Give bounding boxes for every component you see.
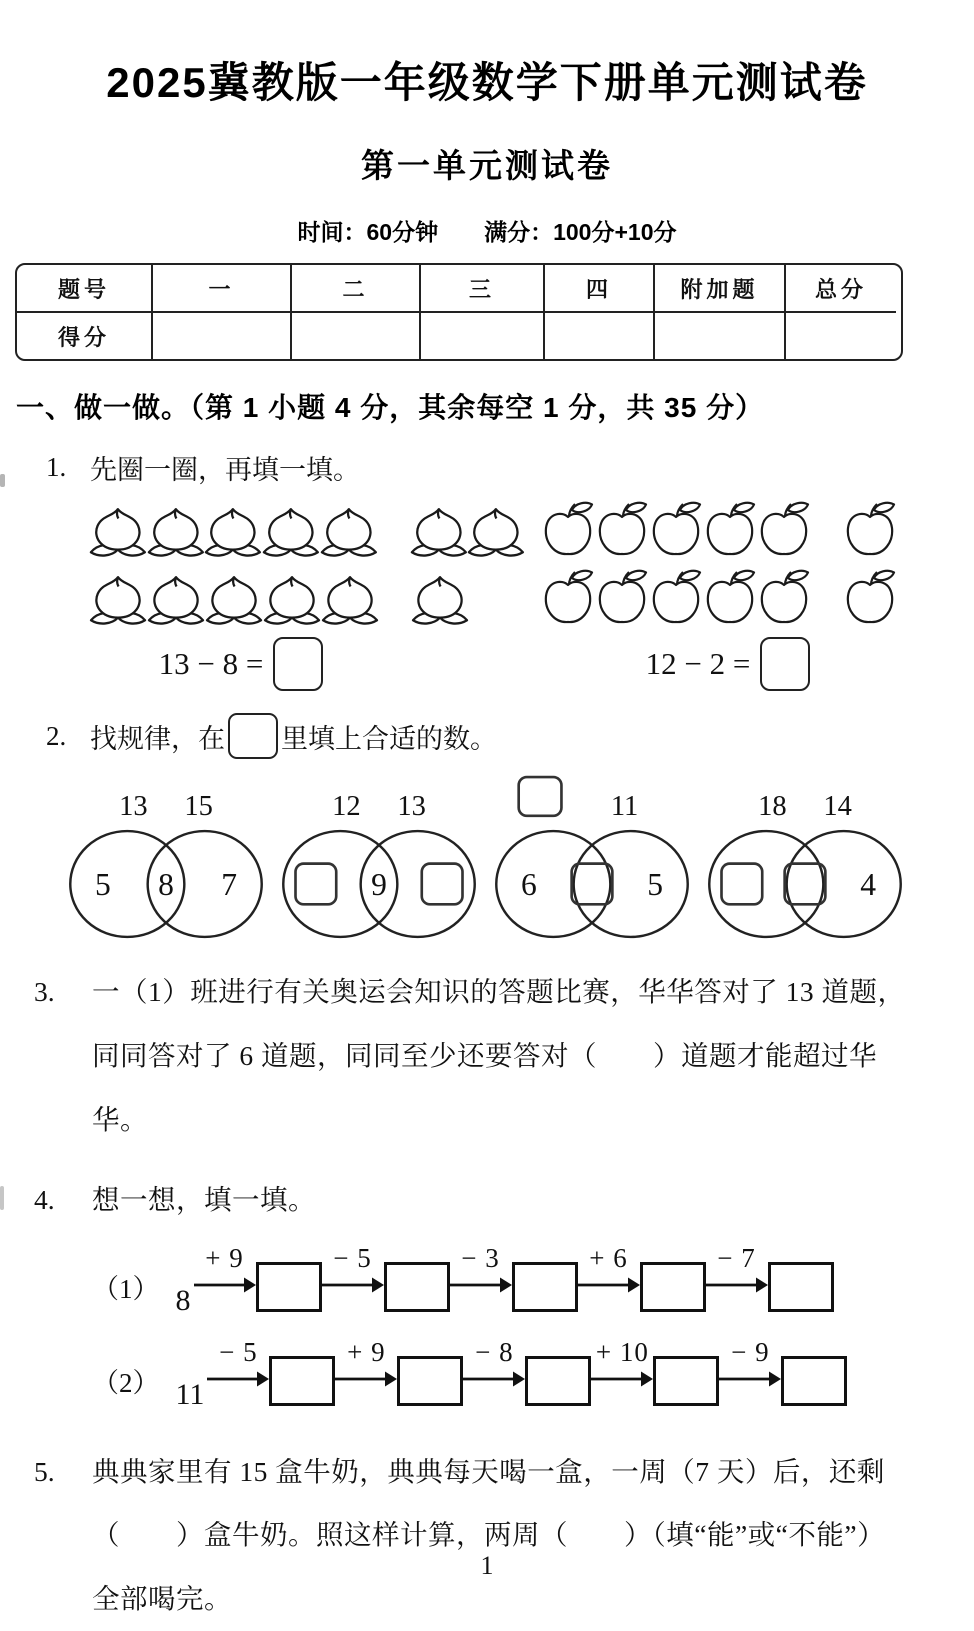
apple-icon: [758, 569, 810, 627]
score-table-column-header: 附加题: [653, 265, 784, 313]
question-2-text-after: 里填上合适的数。: [281, 724, 497, 755]
arrow-right-icon: [207, 1367, 269, 1387]
svg-text:4: 4: [860, 867, 877, 903]
question-5-text: 典典家里有 15 盒牛奶，典典每天喝一盒，一周（7 天）后，还剩（ ）盒牛奶。照这样计算，两周（ ）（填“能”或“不能”）全部喝完。: [92, 1455, 886, 1615]
svg-text:9: 9: [371, 867, 387, 903]
apple-icon: [704, 569, 756, 627]
chain-answer-box: [781, 1356, 847, 1406]
page-number: 1: [480, 1551, 494, 1580]
score-table: [15, 263, 903, 361]
operation-arrow-unit: [322, 1242, 384, 1293]
svg-text:5: 5: [647, 867, 664, 903]
question-5: [34, 1440, 974, 1631]
svg-text:14: 14: [823, 791, 852, 823]
apple-icon: [650, 501, 702, 559]
peach-icon: [319, 505, 379, 559]
arrow-right-icon: [719, 1367, 781, 1387]
apple-icon: [596, 569, 648, 627]
question-2-text: [90, 713, 497, 759]
score-table-column-header: 二: [290, 265, 419, 313]
peach-icon: [88, 505, 148, 559]
operation-label: + 9: [347, 1336, 386, 1367]
operation-arrow-unit: [450, 1242, 512, 1293]
peach-icon: [320, 573, 380, 627]
arrow-right-icon: [450, 1273, 512, 1293]
unit-title: 第一单元测试卷: [361, 147, 613, 184]
apple-icon: [650, 569, 702, 627]
question-4-number: 4.: [34, 1183, 55, 1215]
operation-arrow-unit: [591, 1336, 653, 1387]
svg-text:7: 7: [221, 867, 238, 903]
svg-text:13: 13: [397, 791, 426, 823]
venn-diagram-row: [64, 773, 974, 940]
question-1-text: 先圈一圈，再填一填。: [90, 455, 360, 486]
arrow-right-icon: [578, 1273, 640, 1293]
apple-equation-row: [542, 637, 914, 691]
score-table-header-row: [17, 265, 901, 313]
chain-answer-box: [525, 1356, 591, 1406]
operation-arrow-unit: [463, 1336, 525, 1387]
apple-group: [542, 501, 974, 691]
arrow-right-icon: [591, 1367, 653, 1387]
peach-icon: [410, 573, 470, 627]
peach-icon: [146, 505, 206, 559]
peach-answer-box: [273, 637, 323, 691]
apple-icon: [844, 501, 896, 559]
chain-answer-box: [653, 1356, 719, 1406]
peach-equation-row: [88, 637, 394, 691]
venn-diagram: [703, 773, 907, 940]
score-table-column-header: 三: [419, 265, 543, 313]
chain-start-number: 8: [175, 1283, 191, 1317]
peach-icon: [261, 505, 321, 559]
operation-label: − 7: [717, 1242, 756, 1273]
peach-row: [88, 501, 524, 559]
peach-icon: [203, 505, 263, 559]
section-one-heading: 一、做一做。（第 1 小题 4 分，其余每空 1 分，共 35 分）: [16, 392, 765, 424]
peach-group: [88, 501, 524, 691]
question-3-text: 一（1）班进行有关奥运会知识的答题比赛，华华答对了 13 道题，同同答对了 6 道题，同同至少还要答对（ ）道题才能超过华华。: [92, 976, 906, 1135]
operation-arrow-unit: [719, 1336, 781, 1387]
full-score: 满分：100分+10分: [484, 219, 677, 246]
inline-answer-box: [228, 713, 278, 759]
peach-icon: [262, 573, 322, 627]
operation-label: − 9: [731, 1336, 770, 1367]
svg-text:8: 8: [158, 867, 174, 903]
score-cell-empty: [290, 313, 419, 359]
question-4-text: 想一想，填一填。: [92, 1183, 316, 1215]
score-table-column-header: 总分: [784, 265, 896, 313]
peach-icon: [466, 505, 526, 559]
svg-text:18: 18: [758, 791, 787, 823]
question-1-visual: [88, 501, 974, 691]
operation-label: − 8: [475, 1336, 514, 1367]
operation-label: + 10: [595, 1336, 649, 1367]
paper-title: 2025冀教版一年级数学下册单元测试卷: [106, 59, 868, 106]
svg-text:15: 15: [184, 791, 213, 823]
venn-diagram: [277, 773, 481, 940]
apple-icon: [844, 569, 896, 627]
chain-answer-box: [768, 1262, 834, 1312]
question-3: [34, 960, 974, 1151]
chain-answer-box: [256, 1262, 322, 1312]
question-3-number: 3.: [34, 976, 55, 1008]
svg-text:6: 6: [520, 867, 537, 903]
question-2-line: [46, 713, 974, 759]
operation-arrow-unit: [335, 1336, 397, 1387]
question-5-number: 5.: [34, 1455, 55, 1487]
operation-label: + 9: [205, 1242, 244, 1273]
peach-icon: [204, 573, 264, 627]
scan-artifact: [0, 474, 5, 487]
arrow-right-icon: [322, 1273, 384, 1293]
peach-icon: [146, 573, 206, 627]
operation-label: − 3: [461, 1242, 500, 1273]
chain-answer-box: [384, 1262, 450, 1312]
arrow-right-icon: [463, 1367, 525, 1387]
apple-row: [542, 569, 974, 627]
question-4-line: [34, 1168, 974, 1232]
svg-text:12: 12: [332, 791, 361, 823]
score-table-score-row: [17, 313, 901, 359]
arrow-chain: [92, 1336, 974, 1420]
question-2-number: 2.: [46, 720, 67, 751]
score-cell-empty: [543, 313, 653, 359]
score-cell-empty: [151, 313, 290, 359]
apple-rows: [542, 501, 974, 627]
apple-icon: [596, 501, 648, 559]
exam-info-line: [0, 214, 974, 247]
operation-label: − 5: [333, 1242, 372, 1273]
score-cell-empty: [653, 313, 784, 359]
question-4-chains: [0, 1242, 974, 1420]
chain-label: （2）: [92, 1368, 160, 1399]
operation-arrow-unit: [194, 1242, 256, 1293]
score-table-corner-label: 题号: [17, 265, 151, 313]
question-1-line: [46, 448, 974, 487]
apple-icon: [704, 501, 756, 559]
score-cell-empty: [784, 313, 896, 359]
peach-icon: [409, 505, 469, 559]
apple-equation-text: 12 − 2 =: [645, 646, 751, 682]
arrow-chain: [92, 1242, 974, 1326]
apple-icon: [542, 569, 594, 627]
venn-diagram: [64, 773, 268, 940]
score-row-label: 得分: [57, 324, 110, 350]
question-2-text-before: 找规律，在: [90, 724, 225, 755]
apple-row: [542, 501, 974, 559]
svg-text:5: 5: [94, 867, 111, 903]
peach-equation-text: 13 − 8 =: [158, 646, 264, 682]
chain-answer-box: [640, 1262, 706, 1312]
question-1-number: 1.: [46, 452, 67, 483]
arrow-right-icon: [335, 1367, 397, 1387]
operation-label: + 6: [589, 1242, 628, 1273]
chain-label: （1）: [92, 1274, 160, 1305]
chain-answer-box: [512, 1262, 578, 1312]
peach-rows: [88, 501, 524, 627]
venn-diagram: [490, 773, 694, 940]
time-limit: 时间：60分钟: [297, 219, 439, 246]
svg-text:11: 11: [610, 791, 639, 823]
score-table-column-header: 四: [543, 265, 653, 313]
scan-artifact: [0, 1186, 4, 1210]
arrow-right-icon: [194, 1273, 256, 1293]
peach-icon: [88, 573, 148, 627]
operation-arrow-unit: [706, 1242, 768, 1293]
peach-row: [88, 569, 524, 627]
apple-answer-box: [760, 637, 810, 691]
apple-icon: [758, 501, 810, 559]
score-table-column-header: 一: [151, 265, 290, 313]
svg-text:13: 13: [119, 791, 148, 823]
chain-answer-box: [397, 1356, 463, 1406]
operation-arrow-unit: [578, 1242, 640, 1293]
arrow-right-icon: [706, 1273, 768, 1293]
apple-icon: [542, 501, 594, 559]
operation-label: − 5: [219, 1336, 258, 1367]
operation-arrow-unit: [207, 1336, 269, 1387]
chain-start-number: 11: [175, 1377, 205, 1411]
chain-answer-box: [269, 1356, 335, 1406]
score-cell-empty: [419, 313, 543, 359]
